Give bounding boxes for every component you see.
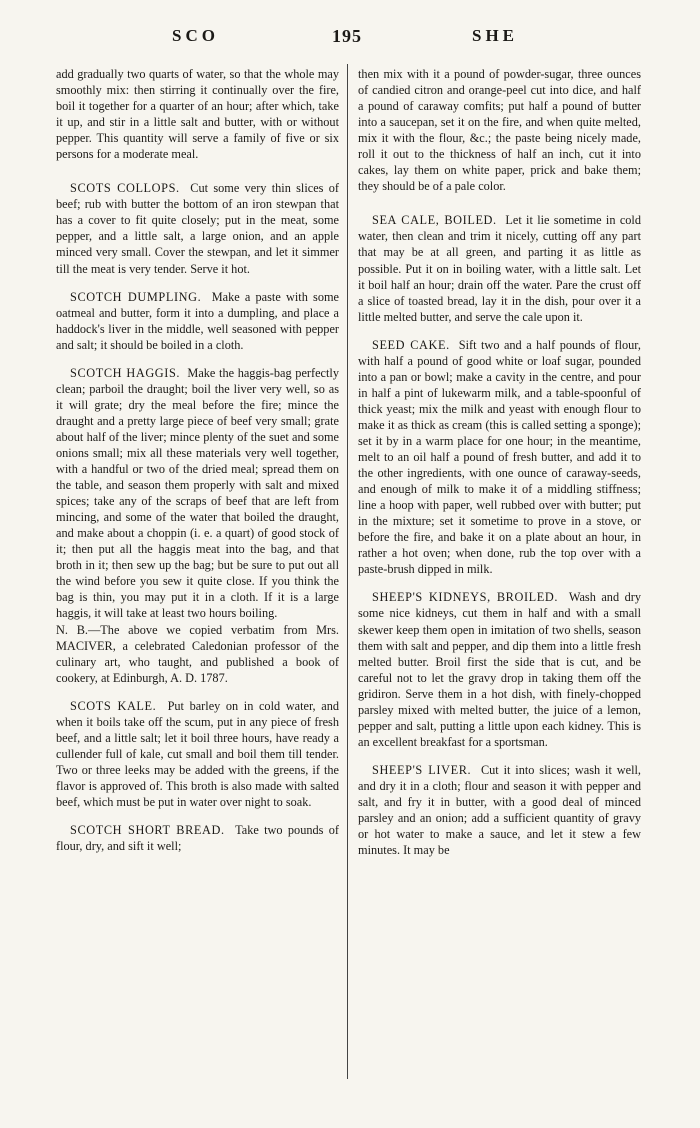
recipe-text: Wash and dry some nice kidneys, cut them in half and with a small skewer keep them open in imitation of two shells, season them with salt and pepper, and dip them into a little fresh melted butter. Broil first the side that is cut, and be careful not to let the gravy drop in taking them off the gridiron. Serve them in a hot dish, with finely-chopped parsley mixed with melted butter, the juice of a lemon, pepper and salt, putting a little upon each kidney. This is an excellent breakfast for a sportsman. <box>358 590 641 749</box>
continued-text <box>358 66 641 194</box>
header-left-catchword: SCO <box>172 26 219 45</box>
continued-text <box>56 66 339 162</box>
recipe-heading: SCOTCH DUMPLING. <box>70 289 202 304</box>
recipe-scotch-short-bread <box>56 822 339 854</box>
recipe-scotch-dumpling <box>56 289 339 353</box>
recipe-text: Put barley on in cold water, and when it boils take off the scum, put in any piece of fresh beef, and a little salt; let it boil three hours, have ready a cullender full of kale, cut small and boil them till tender. Two or three leeks may be added with the greens, if the flavor is approved of. This broth is also made with salted beef, which must be put in water over night to soak. <box>56 698 339 809</box>
recipe-text: Make the haggis-bag perfectly clean; parboil the draught; boil the liver very well, so as it will grate; dry the meal before the fire; mince the draught and a pretty large piece of beef very small; grate about half of the liver; mince plenty of the suet and some onions small; mix all these materials very well together, with a handful or two of the dried meal; spread them on the table, and season them properly with salt and mixed spices; take any of the scraps of beef that are left from mincing, and some of the water that boiled the draught, and make about a choppin (i. e. a quart) of good stock of it; then put all the haggis meat into the bag, and that broth in it; then sew up the bag; but be sure to put out all the wind before you sew it quite close. If you think the bag is thin, you may put it in a cloth. If it is a large haggis, it will take at least two hours boiling. <box>56 365 339 621</box>
recipe-text: Cut some very thin slices of beef; rub with butter the bottom of an iron stewpan that has a cover to fit quite closely; put in the meat, some pepper, and a little salt, a large onion, and an apple minced very small. Cover the stewpan, and let it simmer till the meat is very tender. Serve it hot. <box>56 181 339 276</box>
recipe-heading: SHEEP'S LIVER. <box>372 762 472 777</box>
recipe-text: Make a paste with some oatmeal and butter, form it into a dumpling, and place a haddock's liver in the middle, well seasoned with pepper and salt; it should be boiled in a cloth. <box>56 289 339 352</box>
page-number: 195 <box>332 26 362 46</box>
recipe-text: Cut it into slices; wash it well, and dry it in a cloth; flour and season it with pepper and salt, and fry it in butter, with a good deal of minced parsley and an onion; add a sufficient quantity of gravy or hot water to make a sauce, and let it stew a few minutes. It may be <box>358 762 641 858</box>
recipe-sheeps-liver <box>358 762 641 858</box>
recipe-scots-collops <box>56 180 339 276</box>
entry-text: then mix with it a pound of powder-sugar, three ounces of candied citron and orange-peel cut into dice, and half a pound of caraway comfits; put half a pound of butter into a saucepan, set it on the fire, and when quite melted, mix it with the flour, &c.; the paste being nicely made, roll it out to the thickness of half an inch, cut it into cakes, lay them on white paper, prick and bake them; they should be of a pale color. <box>358 67 641 194</box>
entry-text: add gradually two quarts of water, so that the whole may smoothly mix: then stirring it continually over the fire, boil it together for a quarter of an hour; after which, take it up, and stir in a little salt and butter, with or without pepper. This quantity will serve a family of five or six persons for a moderate meal. <box>56 67 339 162</box>
running-head <box>0 26 700 50</box>
recipe-text: Let it lie sometime in cold water, then clean and trim it nicely, cutting off any part that may be at all green, and parting it as little as possible. Put it on in boiling water, with a little salt. Let it boil half an hour; drain off the water. Pare the crust off a slice of toasted bread, lay it in the dish, pour over it a little melted butter, and serve the cale upon it. <box>358 213 641 324</box>
recipe-heading: SCOTCH SHORT BREAD. <box>70 823 225 838</box>
recipe-scots-kale <box>56 698 339 810</box>
note-label: N. B. <box>56 622 88 637</box>
recipe-sea-cale <box>358 212 641 324</box>
recipe-heading: SHEEP'S KIDNEYS, BROILED. <box>372 590 559 605</box>
recipe-sheeps-kidneys <box>358 589 641 749</box>
column-divider <box>347 64 348 1079</box>
left-column <box>56 66 339 866</box>
note-text: —The above we copied verbatim from Mrs. MACIVER, a celebrated Caledonian professor of the culinary art, who taught, and published a book of cookery, at Edinburgh, A. D. 1787. <box>56 622 339 685</box>
right-column <box>358 66 641 870</box>
recipe-text: Take two pounds of flour, dry, and sift it well; <box>56 823 339 854</box>
recipe-heading: SEA CALE, BOILED. <box>372 213 497 228</box>
recipe-text: Sift two and a half pounds of flour, with half a pound of good white or loaf sugar, pounded into a pan or bowl; make a cavity in the centre, and pour in half a pint of lukewarm milk, and a table-spoonful of thick yeast; mix the milk and yeast with enough flour to make it as thick as cream (this is called setting a sponge); set it by in a warm place for one hour; in the meantime, melt to an oil half a pound of fresh butter, and add it to the other ingredients, with one ounce of caraway-seeds, and enough of milk to make it of a middling stiffness; line a hoop with paper, well rubbed over with butter; put in the mixture; set it sometime to prove in a stove, or before the fire, and bake it on a plate about an hour, in rather a hot oven; when done, rub the top over with a paste-brush dipped in milk. <box>358 337 641 577</box>
header-right-catchword: SHE <box>472 26 519 45</box>
recipe-seed-cake <box>358 337 641 578</box>
recipe-heading: SCOTS COLLOPS. <box>70 181 180 196</box>
recipe-heading: SCOTCH HAGGIS. <box>70 365 181 380</box>
recipe-heading: SEED CAKE. <box>372 337 450 352</box>
recipe-heading: SCOTS KALE. <box>70 698 157 713</box>
recipe-scotch-haggis <box>56 365 339 686</box>
